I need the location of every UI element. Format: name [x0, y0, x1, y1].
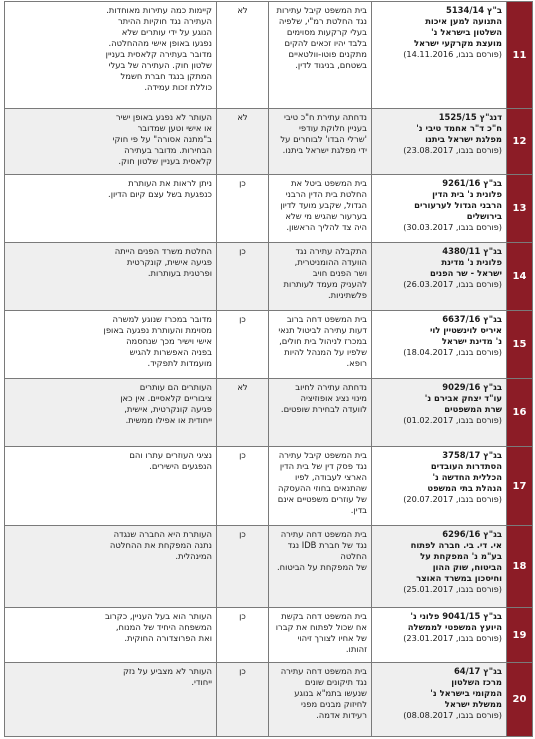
publication-note: (פורסם בנבו, 23.01.2017)	[403, 633, 502, 643]
row-number	[507, 526, 533, 608]
publication-note: (פורסם בנבו, 30.03.2017)	[403, 222, 502, 232]
row-number	[507, 379, 533, 447]
row-number-text: 11	[512, 49, 527, 61]
publication-note: (פורסם בנבו, 14.11.2016)	[403, 49, 502, 59]
case-id: ב"ץ 5134/14	[446, 5, 502, 15]
row-number-text: 15	[512, 339, 527, 350]
case-cell	[372, 243, 507, 311]
row-number	[507, 2, 533, 109]
case-cell	[372, 175, 507, 243]
ruling-summary: בית המשפט קיבל עתירות נגד החלטת רמ"י, שלפיה בעלי קרקעות מסוימים בלבד יהיו זכאים להקים מתקנים פוטו-וולטאיים בשטחם, בניגוד לדין.	[269, 2, 372, 109]
row-number	[507, 109, 533, 175]
standing-notes: ניתן לראות את העותרת כנפגעת בשל עצם קיום הדיון.	[5, 175, 217, 243]
case-title: אי. די. בי. חברה לפתוח בע"מ נ' המפקחת על הביטוח, שוק ההון וחיסכון במשרד האוצר	[410, 540, 502, 583]
row-number	[507, 175, 533, 243]
rulings-table-body	[5, 2, 533, 737]
standing-notes: קיימות כמה עתירות מאוחדות. העתירה נגד חוקיות ההיתר הנוגע על ידי עותרים שלא נפגעו באופן אישי מההחלטה. מדובר בעתירה קלאסית בעניין שלטון חוק. העתירה של בעלי המתקן בנגד חברת חשמל כוללת זכות עמידה.	[5, 2, 217, 109]
publication-note: (פורסם בנבו, 20.07.2017)	[403, 494, 502, 504]
direct-harm-flag: כן	[217, 608, 269, 663]
table-row	[5, 243, 533, 311]
publication-note: (פורסם בנבו, 01.02.2017)	[403, 415, 502, 425]
case-title: הסתדרות העובדים הכללית החדשה נ' הנהלת בתי המשפט	[427, 461, 502, 493]
standing-notes: העותר לא מצביע על נזק ייחודי.	[5, 663, 217, 737]
row-number-text: 14	[512, 271, 527, 282]
standing-notes: העותרת היא החברה שנגדה נתנה המפקחת את ההחלטה המינהלית.	[5, 526, 217, 608]
table-row	[5, 379, 533, 447]
direct-harm-flag: כן	[217, 243, 269, 311]
case-cell	[372, 447, 507, 526]
row-number-text: 17	[512, 480, 527, 492]
ruling-summary: בית המשפט ביטל את החלטת בית הדין הרבני הגדול, שקבע מועד לדיון בערעור שהגיש מי שלא היה צד להליך הראשון.	[269, 175, 372, 243]
case-title: עו"ד יצחק אבירם נ' שרת המשפטים	[424, 393, 502, 414]
publication-note: (פורסם בנבו, 25.01.2017)	[403, 584, 502, 594]
case-title: איריס לוינשטיין לוי נ' מדינת ישראל	[429, 325, 502, 346]
case-id: בג"ץ 9029/16	[442, 382, 502, 392]
row-number	[507, 447, 533, 526]
standing-notes: נציגי העוזרים עתרו והם הנפגעים הישירים.	[5, 447, 217, 526]
case-id: בג"ץ 3758/17	[442, 450, 502, 460]
direct-harm-flag: כן	[217, 175, 269, 243]
case-id: בג"ץ 9261/16	[442, 178, 502, 188]
ruling-summary: נדחתה עתירת ח"כ טיבי בעניין חלוקת עודפי 'שרלי הבדו' לבוחרים על ידי מפלגת ישראל ביתנו.	[269, 109, 372, 175]
rulings-table	[4, 1, 533, 737]
direct-harm-flag: לא	[217, 2, 269, 109]
standing-notes: מדובר במכרז שנוגע למשרה מסוימת והעותרת נפגעה באופן אישי וישיר מכך שנחסמה בפניה האפשרות להגיש מועמדות לתפקיד.	[5, 311, 217, 379]
standing-notes: העותרים הם עותרים ציבוריים קלאסיים. אין כאן פגיעה קונקרטית, אישית, ייחודית או אפילו ממשית.	[5, 379, 217, 447]
ruling-summary: בית המשפט קיבל עתירה נגד פסק דין של בית הדין הארצי לעבודה, לפיו שהתנאים בחוזי ההעסקה של עוזרים משפטיים אינם בדין.	[269, 447, 372, 526]
standing-notes: החלטת משרד הפנים הייתה פגיעה אישית, קונקרטית ופרטנית בעותרות.	[5, 243, 217, 311]
case-id: בג"ץ 6637/16	[442, 314, 502, 324]
row-number-text: 18	[512, 561, 527, 572]
case-title: ח"כ ד"ר אחמד טיבי נ' מפלגת ישראל ביתנו	[416, 123, 502, 144]
table-row	[5, 663, 533, 737]
ruling-summary: בית המשפט דחה עתירה נגד תיקונים שונים שנעשו בתמ"א בנוגע לחיזוק מבנים מפני רעידות אדמה.	[269, 663, 372, 737]
row-number	[507, 311, 533, 379]
ruling-summary: בית המשפט דחה בקשת אח שכול לפתוח את קברו של אחיו לצורך זיהוי זהותו.	[269, 608, 372, 663]
case-id: דנג"ץ 1525/15	[438, 112, 502, 122]
case-cell	[372, 526, 507, 608]
case-title: התנועה למען איכות השלטון בישראל נ' מועצת מקרקעי ישראל	[413, 16, 502, 48]
table-row	[5, 109, 533, 175]
direct-harm-flag: כן	[217, 311, 269, 379]
direct-harm-flag: כן	[217, 447, 269, 526]
case-cell	[372, 109, 507, 175]
standing-notes: העותר לא נפגע באופן ישיר או אישי וטען שמדובר ב"מתנה אסורה" על פי חוקי הבחירות. מדובר בעתירה קלאסית בעניין שלטון חוק.	[5, 109, 217, 175]
row-number-text: 16	[512, 407, 527, 418]
direct-harm-flag: כן	[217, 663, 269, 737]
row-number-text: 13	[512, 203, 527, 214]
case-title: מרכז השלטון המקומי בישראל נ' ממשלת ישראל	[430, 677, 502, 709]
case-title: היועץ המשפטי לממשלה	[407, 622, 502, 632]
ruling-summary: בית המשפט דחה עתירה נגד של חברת IDB נגד החלטה של המפקחת על הביטוח.	[269, 526, 372, 608]
table-row	[5, 175, 533, 243]
table-row	[5, 2, 533, 109]
case-id: בג"ץ 64/17	[453, 666, 502, 676]
ruling-summary: נדחתה עתירה לחיוב מינוי נציג אופוזיציה לוועדה לבחירת שופטים.	[269, 379, 372, 447]
row-number-text: 12	[512, 136, 527, 147]
table-row	[5, 447, 533, 526]
case-cell	[372, 2, 507, 109]
publication-note: (פורסם בנבו, 26.03.2017)	[403, 279, 502, 289]
standing-notes: העותר הוא בעל העניין, כקרוב המשפחה היחיד של המנוח, ואת הפרוצדורה החוקית.	[5, 608, 217, 663]
row-number	[507, 663, 533, 737]
row-number	[507, 243, 533, 311]
case-title: פלונית נ' בית הדין הרבני הגדול לערעורים בירושלים	[414, 189, 502, 221]
case-id: בג"ץ 9041/15 פלוני נ'	[410, 611, 502, 621]
case-cell	[372, 379, 507, 447]
case-title: פלונית נ' מדינת ישראל - שר הפנים	[430, 257, 502, 278]
case-cell	[372, 608, 507, 663]
row-number-text: 20	[512, 694, 527, 705]
ruling-summary: התקבלה עתירה נגד הוועדה ההומניטרית, ושר הפנים חויב להעניק מעמד לעותרות פלשתיניות.	[269, 243, 372, 311]
direct-harm-flag: כן	[217, 526, 269, 608]
case-id: בג"ץ 6296/16	[442, 529, 502, 539]
ruling-summary: בית המשפט דחה ברוב דעות עתירה לביטול תנאי במכרז לניהול בית חולים, שלפיו על המנהל להיות רופא.	[269, 311, 372, 379]
case-cell	[372, 311, 507, 379]
table-row	[5, 526, 533, 608]
row-number-text: 19	[512, 629, 527, 641]
table-row	[5, 311, 533, 379]
direct-harm-flag: לא	[217, 379, 269, 447]
case-cell	[372, 663, 507, 737]
direct-harm-flag: לא	[217, 109, 269, 175]
case-id: בג"ץ 4380/11	[442, 246, 502, 256]
row-number	[507, 608, 533, 663]
publication-note: (פורסם בנבו, 23.08.2017)	[403, 145, 502, 155]
publication-note: (פורסם בנבו, 18.04.2017)	[403, 347, 502, 357]
table-row	[5, 608, 533, 663]
publication-note: (פורסם בנבו, 08.08.2017)	[403, 710, 502, 720]
